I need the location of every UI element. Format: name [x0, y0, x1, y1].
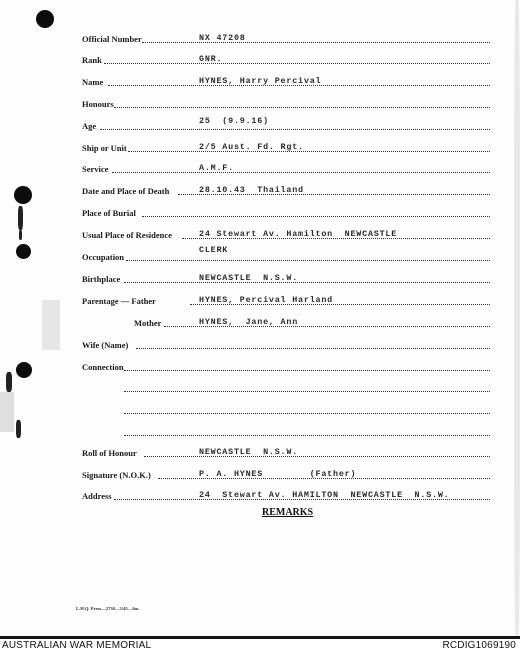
dotted-line: [126, 260, 490, 261]
dotted-line: [144, 456, 490, 457]
field-service: [82, 161, 490, 175]
connection-extra-line: [124, 380, 490, 394]
dotted-line: [114, 107, 490, 108]
age-value: 25 (9.9.16): [199, 116, 269, 126]
dotted-line: [124, 282, 490, 283]
roll-of-honour-label: Roll of Honour: [82, 448, 137, 458]
field-wife: [82, 337, 490, 351]
dotted-line: [112, 172, 490, 173]
field-name: [82, 74, 490, 88]
date-place-death-value: 28.10.43 Thailand: [199, 185, 304, 195]
name-value: HYNES, Harry Percival: [199, 76, 322, 86]
connection-extra-line: [124, 402, 490, 416]
scan-mark: [6, 372, 12, 392]
usual-residence-label: Usual Place of Residence: [82, 230, 172, 240]
dotted-line: [136, 348, 490, 349]
field-birthplace: [82, 271, 490, 285]
punch-hole-left-lower: [16, 362, 32, 378]
dotted-line: [128, 151, 490, 152]
field-father: [82, 293, 490, 307]
scan-mark: [18, 206, 23, 230]
occupation-value: CLERK: [199, 245, 229, 255]
ship-or-unit-value: 2/5 Aust. Fd. Rgt.: [199, 142, 304, 152]
punch-hole-top: [36, 10, 54, 28]
date-place-death-label: Date and Place of Death: [82, 186, 170, 196]
footer-rule: [0, 636, 520, 639]
field-connection: [82, 359, 490, 373]
occupation-label: Occupation: [82, 252, 125, 262]
field-honours: [82, 96, 490, 110]
field-official-number: [82, 31, 490, 45]
dotted-line: [142, 216, 490, 217]
father-value: HYNES, Percival Harland: [199, 295, 333, 305]
punch-hole-left-upper: [14, 186, 32, 204]
page-edge-right: [514, 0, 520, 636]
birthplace-value: NEWCASTLE N.S.W.: [199, 273, 299, 283]
rank-label: Rank: [82, 55, 102, 65]
birthplace-label: Birthplace: [82, 274, 121, 284]
footer-left-text: AUSTRALIAN WAR MEMORIAL: [2, 640, 152, 651]
name-label: Name: [82, 77, 104, 87]
field-roll-of-honour: [82, 445, 490, 459]
scan-mark: [19, 230, 22, 240]
form-print-number: L.H.Q. Press—2730—3/45—6m.: [76, 606, 140, 611]
field-signature: [82, 467, 490, 481]
field-address: [82, 488, 490, 502]
mother-label: Mother: [134, 318, 162, 328]
official-number-value: NX 47208: [199, 33, 246, 43]
scan-smudge: [0, 392, 14, 432]
honours-label: Honours: [82, 99, 114, 109]
dotted-line: [124, 435, 490, 436]
signature-value: P. A. HYNES (Father): [199, 469, 357, 479]
address-value: 24 Stewart Av. HAMILTON NEWCASTLE N.S.W.: [199, 490, 450, 500]
age-label: Age: [82, 121, 97, 131]
dotted-line: [142, 42, 490, 43]
field-place-of-burial: [82, 205, 490, 219]
dotted-line: [104, 63, 490, 64]
ship-or-unit-label: Ship or Unit: [82, 143, 127, 153]
field-occupation: [82, 245, 490, 263]
service-value: A.M.F.: [199, 163, 234, 173]
field-age: [82, 118, 490, 132]
punch-hole-left-middle: [16, 244, 31, 259]
father-label: Parentage — Father: [82, 296, 156, 306]
remarks-heading: REMARKS: [262, 507, 314, 518]
connection-label: Connection: [82, 362, 124, 372]
rank-value: GNR.: [199, 54, 223, 64]
service-label: Service: [82, 164, 109, 174]
dotted-line: [124, 391, 490, 392]
dotted-line: [124, 413, 490, 414]
field-rank: [82, 52, 490, 66]
connection-extra-line: [124, 424, 490, 438]
scan-smudge: [42, 300, 60, 350]
field-usual-residence: [82, 227, 490, 241]
address-label: Address: [82, 491, 112, 501]
field-mother: [134, 315, 490, 329]
field-date-place-death: [82, 183, 490, 197]
roll-of-honour-value: NEWCASTLE N.S.W.: [199, 447, 299, 457]
official-number-label: Official Number: [82, 34, 142, 44]
footer-right-text: RCDIG1069190: [442, 640, 516, 651]
signature-label: Signature (N.O.K.): [82, 470, 151, 480]
usual-residence-value: 24 Stewart Av. Hamilton NEWCASTLE: [199, 229, 398, 239]
scan-mark: [16, 420, 21, 438]
mother-value: HYNES, Jane, Ann: [199, 317, 299, 327]
dotted-line: [124, 370, 490, 371]
dotted-line: [100, 129, 490, 130]
wife-label: Wife (Name): [82, 340, 129, 350]
field-ship-or-unit: [82, 140, 490, 154]
place-of-burial-label: Place of Burial: [82, 208, 136, 218]
